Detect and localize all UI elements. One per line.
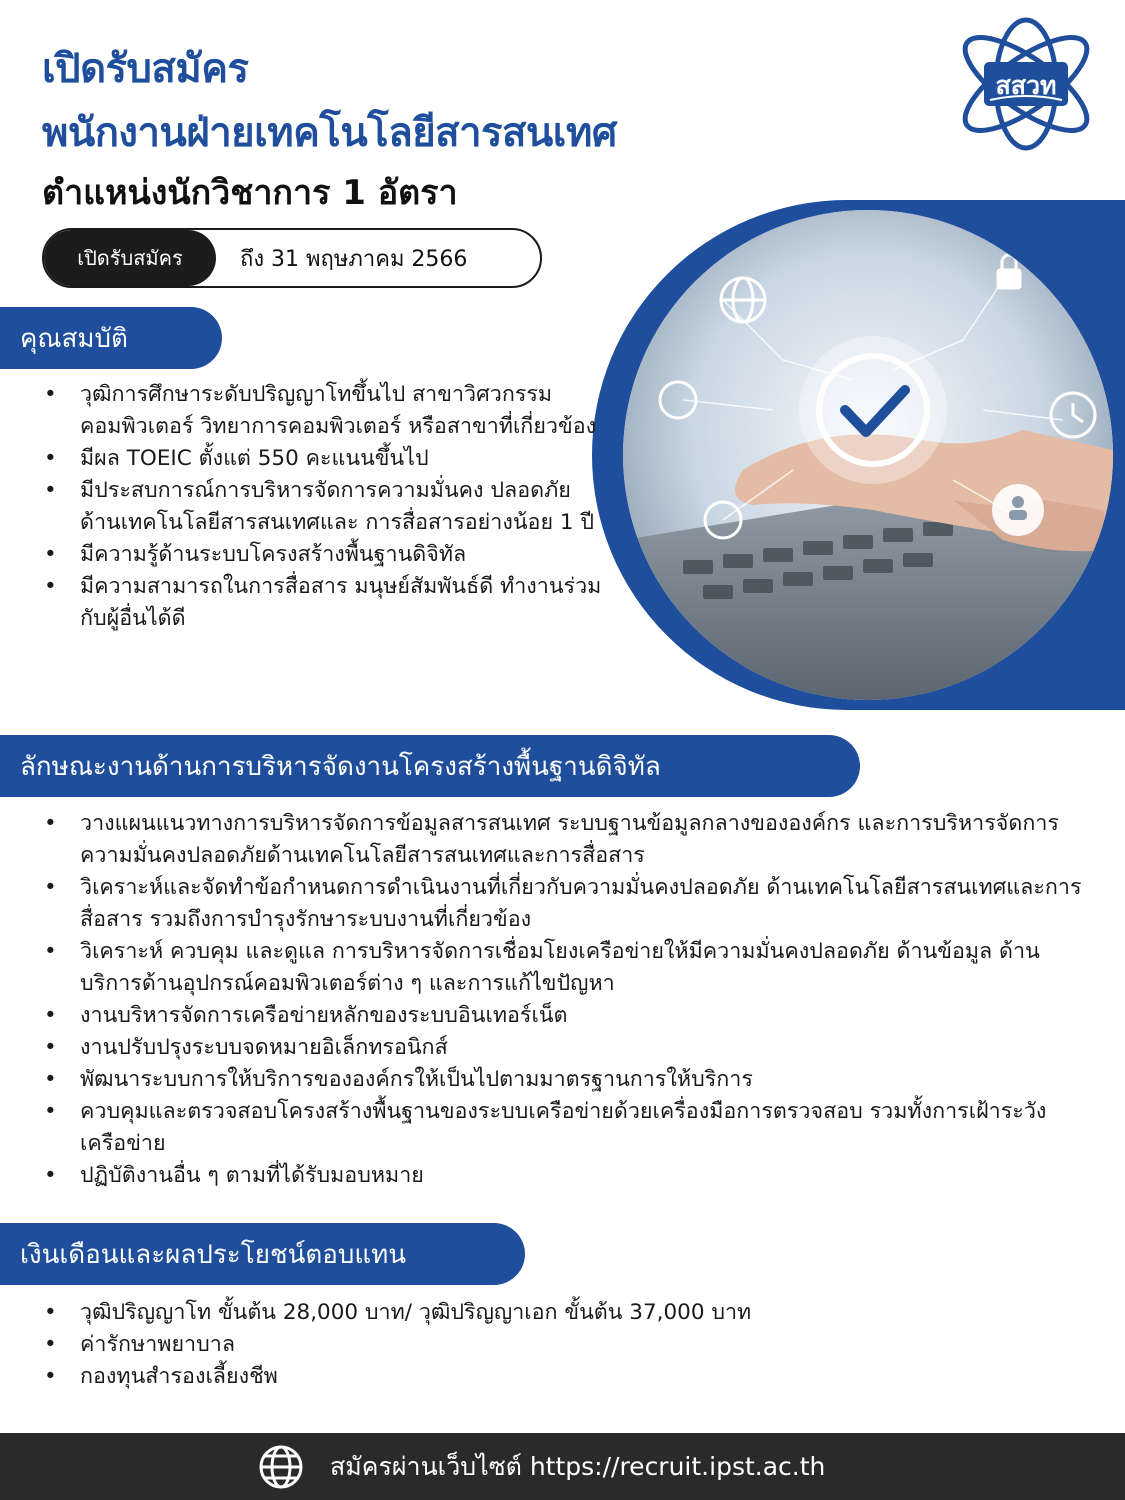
list-item: • มีความรู้ด้านระบบโครงสร้างพื้นฐานดิจิทัล [42,539,602,571]
globe-icon [258,1444,304,1490]
qualifications-heading: คุณสมบัติ [0,307,222,369]
list-item: • กองทุนสำรองเลี้ยงชีพ [42,1361,1092,1393]
list-item: • ปฏิบัติงานอื่น ๆ ตามที่ได้รับมอบหมาย [42,1160,1092,1192]
apply-website-link[interactable]: สมัครผ่านเว็บไซต์ https://recruit.ipst.ac.th [330,1451,826,1481]
list-item: • มีความสามารถในการสื่อสาร มนุษย์สัมพันธ์ดี ทำงานร่วมกับผู้อื่นได้ดี [42,571,602,635]
title-line-1: เปิดรับสมัคร [42,46,249,92]
deadline-date: ถึง 31 พฤษภาคม 2566 [240,246,468,272]
list-item: • วิเคราะห์และจัดทำข้อกำหนดการดำเนินงานที่เกี่ยวกับความมั่นคงปลอดภัย ด้านเทคโนโลยีสารสนเทศและการสื่อสาร รวมถึงการบำรุงรักษาระบบงานที่เกี่ยวข้อง [42,872,1092,936]
benefits-heading: เงินเดือนและผลประโยชน์ตอบแทน [0,1223,525,1285]
deadline-tag: เปิดรับสมัคร [44,230,216,286]
logo-text: สสวท [995,71,1057,100]
footer-bar [0,1433,1125,1500]
list-item: • ค่ารักษาพยาบาล [42,1329,1092,1361]
list-item: • มีประสบการณ์การบริหารจัดการความมั่นคง ปลอดภัยด้านเทคโนโลยีสารสนเทศและ การสื่อสารอย่างน้อย 1 ปี [42,475,602,539]
list-item: • งานบริหารจัดการเครือข่ายหลักของระบบอินเทอร์เน็ต [42,1000,1092,1032]
list-item: • มีผล TOEIC ตั้งแต่ 550 คะแนนขึ้นไป [42,443,602,475]
list-item: • งานปรับปรุงระบบจดหมายอิเล็กทรอนิกส์ [42,1032,1092,1064]
position-title: ตำแหน่งนักวิชาการ 1 อัตรา [42,173,458,213]
hero-image [623,210,1113,700]
list-item: • พัฒนาระบบการให้บริการขององค์กรให้เป็นไปตามมาตรฐานการให้บริการ [42,1064,1092,1096]
ipst-logo [946,14,1106,154]
benefits-list [42,1297,1092,1393]
list-item: • วุฒิปริญญาโท ขั้นต้น 28,000 บาท/ วุฒิปริญญาเอก ขั้นต้น 37,000 บาท [42,1297,1092,1329]
duties-heading: ลักษณะงานด้านการบริหารจัดงานโครงสร้างพื้นฐานดิจิทัล [0,735,860,797]
deadline-pill [42,228,542,288]
list-item: • วางแผนแนวทางการบริหารจัดการข้อมูลสารสนเทศ ระบบฐานข้อมูลกลางขององค์กร และการบริหารจัดการความมั่นคงปลอดภัยด้านเทคโนโลยีสารสนเทศและการสื่อสาร [42,808,1092,872]
list-item: • ควบคุมและตรวจสอบโครงสร้างพื้นฐานของระบบเครือข่ายด้วยเครื่องมือการตรวจสอบ รวมทั้งการเฝ้าระวังเครือข่าย [42,1096,1092,1160]
qualifications-list [42,379,602,635]
list-item: • วิเคราะห์ ควบคุม และดูแล การบริหารจัดการเชื่อมโยงเครือข่ายให้มีความมั่นคงปลอดภัย ด้านข้อมูล ด้านบริการด้านอุปกรณ์คอมพิวเตอร์ต่าง ๆ และการแก้ไขปัญหา [42,936,1092,1000]
duties-list [42,808,1092,1192]
list-item: • วุฒิการศึกษาระดับปริญญาโทขึ้นไป สาขาวิศวกรรมคอมพิวเตอร์ วิทยาการคอมพิวเตอร์ หรือสาขาที่เกี่ยวข้อง [42,379,602,443]
title-line-2: พนักงานฝ่ายเทคโนโลยีสารสนเทศ [42,110,617,156]
